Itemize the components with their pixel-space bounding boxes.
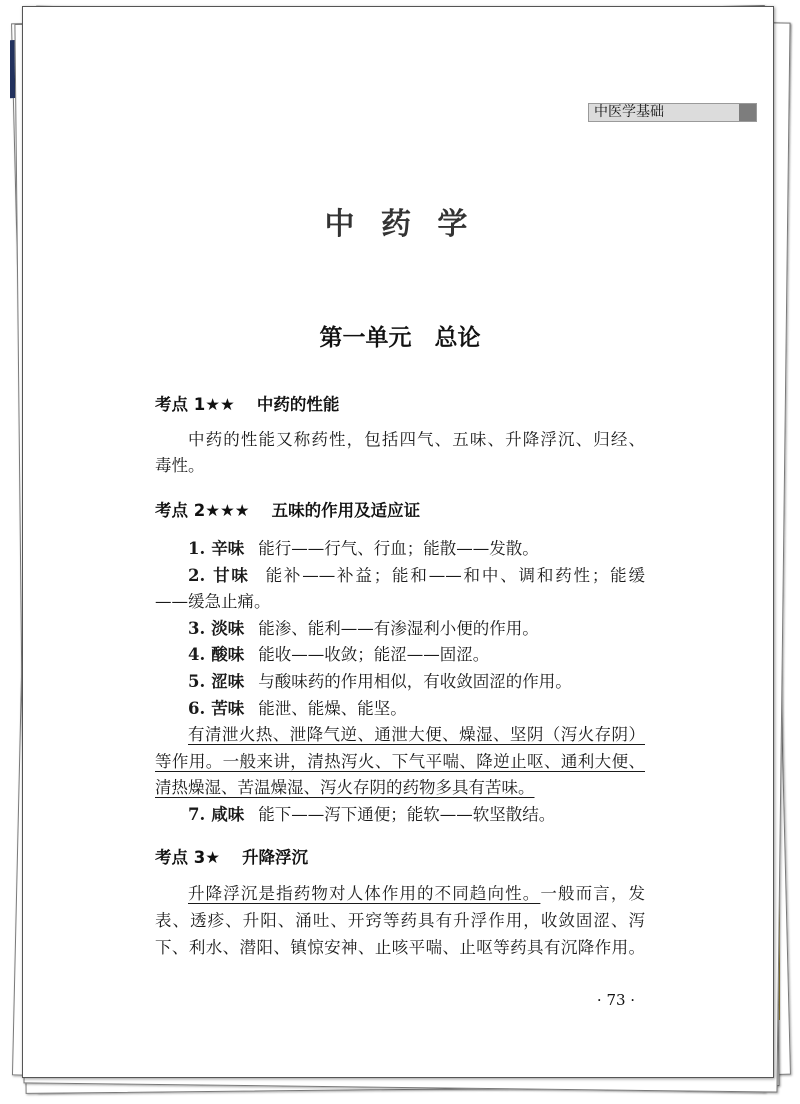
section-1-paragraph — [155, 427, 645, 479]
list-item — [155, 536, 645, 563]
item-number: 2. — [188, 565, 206, 585]
list-item — [155, 802, 645, 829]
item-number: 1. — [188, 539, 206, 558]
item-term: 淡味 — [211, 618, 245, 638]
paragraph-line: 表、透疹、升阳、涌吐、开窍等药具有升浮作用，收敛固涩、泻 — [155, 911, 645, 930]
chapter-title: 中 药 学 — [324, 207, 476, 242]
section-heading-1 — [155, 392, 645, 418]
running-header-title: 中医学基础 — [594, 104, 664, 120]
section-3-paragraph — [155, 880, 645, 961]
paragraph-line: 毒性。 — [155, 456, 205, 475]
item-number: 6. — [188, 698, 206, 718]
underlined-note-text: 清热燥湿、苦温燥湿、泻火存阴的药物多具有苦味。 — [155, 778, 535, 798]
item-text: 能收——收敛；能涩——固涩。 — [258, 645, 490, 665]
section-label: 考点 3★ — [155, 848, 221, 867]
running-header-tab — [739, 104, 756, 121]
list-item — [155, 669, 645, 696]
section-label: 考点 1★★ — [155, 395, 235, 414]
item-text: 能下——泻下通便；能软——软坚散结。 — [258, 804, 556, 824]
section-label: 考点 2★★★ — [155, 501, 250, 520]
item-number: 7. — [188, 804, 206, 824]
item-term: 辛味 — [211, 539, 245, 558]
underlined-definition: 升降浮沉是指药物对人体作用的不同趋向性。 — [188, 884, 541, 903]
paragraph-text: 一般而言，发 — [540, 884, 646, 903]
running-header — [588, 103, 757, 122]
section-heading-2 — [155, 498, 645, 524]
section-heading-3 — [155, 845, 645, 871]
item-text: 能渗、能利——有渗湿利小便的作用。 — [258, 618, 539, 638]
item-number: 4. — [188, 645, 206, 665]
section-title: 升降浮沉 — [242, 848, 309, 867]
item-continuation: ——缓急止痛。 — [155, 592, 271, 612]
item-number: 5. — [188, 671, 206, 691]
underlined-note-line — [155, 775, 645, 802]
list-item — [155, 563, 645, 590]
underlined-note-line: 有清泄火热、泄降气逆、通泄大便、燥湿、坚阴（泻火存阴） — [188, 725, 645, 745]
section-title: 中药的性能 — [256, 395, 340, 414]
paragraph-line: 中药的性能又称药性，包括四气、五味、升降浮沉、归经、 — [188, 430, 645, 449]
item-term: 涩味 — [211, 671, 245, 691]
page-number: · 73 · — [596, 991, 636, 1009]
item-term: 甘味 — [211, 565, 250, 585]
list-item — [155, 696, 645, 723]
list-item — [155, 616, 645, 643]
item-text: 能泄、能燥、能坚。 — [258, 698, 407, 718]
item-term: 酸味 — [211, 645, 245, 665]
list-item — [155, 642, 645, 669]
underlined-note-line: 等作用。一般来讲，清热泻火、下气平喘、降逆止呕、通利大便、 — [155, 751, 645, 771]
item-text: 与酸味药的作用相似，有收敛固涩的作用。 — [258, 671, 572, 691]
item-text: 能补——补益；能和——和中、调和药性；能缓 — [263, 565, 646, 585]
item-number: 3. — [188, 618, 206, 638]
paragraph-line: 下、利水、潜阳、镇惊安神、止咳平喘、止呕等药具有沉降作用。 — [155, 938, 645, 957]
section-title: 五味的作用及适应证 — [271, 501, 421, 520]
item-term: 咸味 — [211, 804, 245, 824]
unit-title: 第一单元 总论 — [319, 325, 481, 351]
item-text: 能行——行气、行血；能散——发散。 — [258, 539, 539, 558]
item-term: 苦味 — [211, 698, 245, 718]
paragraph-line — [155, 880, 645, 907]
section-2-list — [155, 536, 645, 829]
